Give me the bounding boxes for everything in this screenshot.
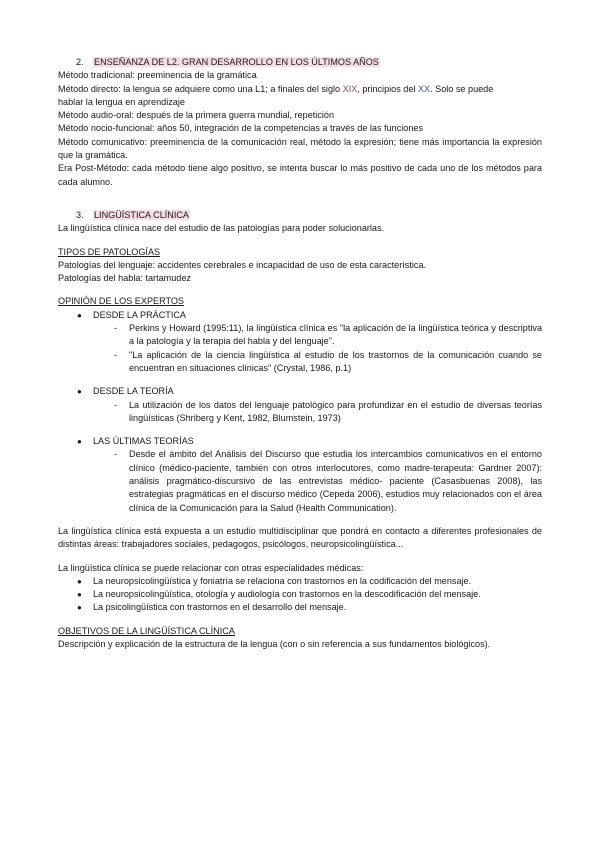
teoria-item: - La utilización de los datos del lenguaje patológico para profundizar en el estudio de diversas teorías lingüísticas (Shriberg y Kent, 1982, Blumstein, 1973) [114, 399, 542, 423]
bullet-icon: ● [77, 590, 82, 600]
tipo-habla: Patologías del habla: tartamudez [58, 273, 191, 284]
method-tradicional: Método tradicional: preeminencia de la gramática [58, 70, 257, 81]
method-audio-oral: Método audio-oral: después de la primera guerra mundial, repetición [58, 110, 335, 121]
section-3-intro: La lingüística clínica nace del estudio de las patologías para poder solucionarlas. [58, 223, 385, 234]
relacion-item: ● La neuropsicolingüística, otología y audiología con trastornos en la descodificación del mensaje. [58, 588, 542, 601]
section-2-title: ENSEÑANZA DE L2. GRAN DESARROLLO EN LOS ÚLTIMOS AÑOS [94, 57, 379, 67]
bullet-icon: ● [77, 603, 82, 613]
bullet-ultimas: ● LAS ÚLTIMAS TEORÍAS [58, 435, 542, 448]
section-3-title: LINGÜÍSTICA CLÍNICA [94, 209, 190, 220]
opinion-heading: OPINIÓN DE LOS EXPERTOS [58, 296, 185, 307]
objetivos-paragraph: Descripción y explicación de la estructura de la lengua (con o sin referencia a sus fundamentos biológicos). [58, 638, 491, 649]
dash-icon: - [114, 449, 118, 460]
bullet-icon: ● [77, 310, 82, 320]
practica-item: - Perkins y Howard (1995:11), la lingüística clínica es "la aplicación de la lingüística teórica y descriptiva a la patología y la terapia del habla y del lenguaje". [114, 323, 542, 347]
bullet-icon: ● [77, 437, 82, 447]
relacion-item: ● La psicolingüística con trastornos en el desarrollo del mensaje. [58, 601, 542, 614]
bullet-practica: ● DESDE LA PRÁCTICA [58, 309, 542, 322]
bullet-icon: ● [77, 387, 82, 397]
objetivos-heading: OBJETIVOS DE LA LINGÜÍSTICA CLÍNICA [58, 625, 235, 636]
tipo-lenguaje: Patologías del lenguaje: accidentes cerebrales e incapacidad de uso de esta característica. [58, 259, 427, 270]
relacion-item: ● La neuropsicolingüística y foniatría se relaciona con trastornos en la codificación del mensaje. [58, 575, 542, 588]
dash-icon: - [114, 349, 118, 360]
multidisciplinar-paragraph: La lingüística clínica está expuesta a un estudio multidisciplinar que pondrá en contacto a diferentes profesionales de distintas áreas: trabajadores sociales, pedagogos, psicólogos, neuropsicolingüística... [58, 525, 542, 550]
bullet-teoria: ● DESDE LA TEORÍA [58, 385, 542, 398]
relacion-paragraph: La lingüística clínica se puede relacionar con otras especialidades médicas: [58, 562, 364, 573]
method-directo-cont: hablar la lengua en aprendizaje [58, 96, 185, 107]
dash-icon: - [114, 399, 118, 410]
method-post-metodo: Era Post-Método: cada método tiene algo positivo, se intenta buscar lo más positivo de cada uno de los métodos para cada alumno. [58, 163, 542, 187]
practica-item: - "La aplicación de la ciencia lingüística al estudio de los trastornos de la comunicación cuando se encuentran en situaciones clínicas" (Crystal, 1986, p.1) [114, 349, 542, 373]
dash-icon: - [114, 323, 118, 334]
method-comunicativo: Método comunicativo: preeminencia de la comunicación real, método la expresión; tiene más importancia la expresión que la gramática. [58, 136, 542, 161]
ultimas-item: - Desde el ámbito del Análisis del Discurso que estudia los intercambios comunicativos en el entorno clínico (médico-paciente, también con otros interlocutores, como madre-terapeuta: Gardner 2007): análisis pragmático-discursivo de las entrevistas médico- paciente (Casasbuenas 2008), las estrategias pragmáticas en el discurso médico (Cepeda 2006), estudios muy relacionados con el área clínica de la Comunicación para la Salud (Health Communication). [114, 449, 542, 513]
section-3-heading: 3. LINGÜÍSTICA CLÍNICA [76, 209, 190, 220]
section-2-heading: 2. ENSEÑANZA DE L2. GRAN DESARROLLO EN LOS ÚLTIMOS AÑOS [76, 57, 379, 67]
bullet-icon: ● [77, 576, 82, 586]
method-directo: Método directo: la lengua se adquiere como una L1; a finales del siglo XIX, principios del XX. Solo se puede [58, 83, 494, 94]
method-nocio-funcional: Método nocio-funcional: años 50, integración de la competencias a través de las funciones [58, 123, 423, 134]
tipos-heading: TIPOS DE PATOLOGÍAS [58, 246, 161, 257]
